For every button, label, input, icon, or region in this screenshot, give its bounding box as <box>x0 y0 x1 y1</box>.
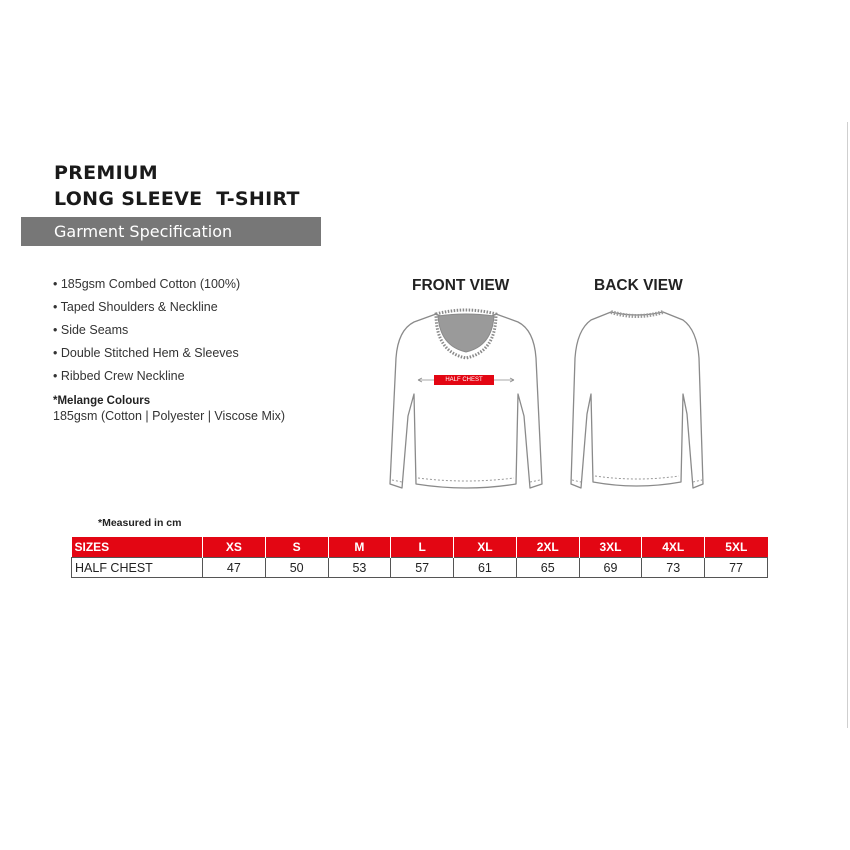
half-chest-label: HALF CHEST <box>72 558 203 578</box>
size-header-row <box>72 537 768 558</box>
size-header-cell: M <box>328 537 391 558</box>
measurement-cell: 50 <box>265 558 328 578</box>
size-header-cell: 2XL <box>516 537 579 558</box>
feature-item: • Double Stitched Hem & Sleeves <box>53 345 240 368</box>
size-header-cell: XS <box>203 537 266 558</box>
size-header-cell: L <box>391 537 454 558</box>
size-header-cell: S <box>265 537 328 558</box>
size-header-cell: 4XL <box>642 537 705 558</box>
measurement-cell: 65 <box>516 558 579 578</box>
title-line-2: LONG SLEEVE T-SHIRT <box>54 188 300 210</box>
feature-item: • Ribbed Crew Neckline <box>53 368 240 391</box>
product-title <box>54 160 300 212</box>
melange-title: *Melange Colours <box>53 395 151 407</box>
title-line-1: PREMIUM <box>54 162 158 184</box>
measurement-cell: 61 <box>454 558 517 578</box>
sizes-header: SIZES <box>72 537 203 558</box>
feature-item: • Taped Shoulders & Neckline <box>53 299 240 322</box>
feature-item: • Side Seams <box>53 322 240 345</box>
back-view-label: BACK VIEW <box>594 277 683 294</box>
measured-note: *Measured in cm <box>98 517 182 529</box>
melange-description: 185gsm (Cotton | Polyester | Viscose Mix) <box>53 409 286 423</box>
measurement-cell: 47 <box>203 558 266 578</box>
measurement-cell: 69 <box>579 558 642 578</box>
measurement-cell: 77 <box>705 558 768 578</box>
size-chart-table <box>71 537 768 578</box>
garment-specification-bar: Garment Specification <box>21 217 321 246</box>
back-shirt-illustration <box>567 308 707 494</box>
measurement-cell: 53 <box>328 558 391 578</box>
front-shirt-illustration <box>386 308 546 494</box>
feature-list <box>53 276 240 391</box>
feature-item: • 185gsm Combed Cotton (100%) <box>53 276 240 299</box>
measurement-cell: 57 <box>391 558 454 578</box>
front-view-label: FRONT VIEW <box>412 277 510 294</box>
size-header-cell: 5XL <box>705 537 768 558</box>
half-chest-marker: HALF CHEST <box>434 375 494 385</box>
size-header-cell: XL <box>454 537 517 558</box>
right-border-line <box>847 122 848 728</box>
half-chest-row <box>72 558 768 578</box>
measurement-cell: 73 <box>642 558 705 578</box>
size-header-cell: 3XL <box>579 537 642 558</box>
